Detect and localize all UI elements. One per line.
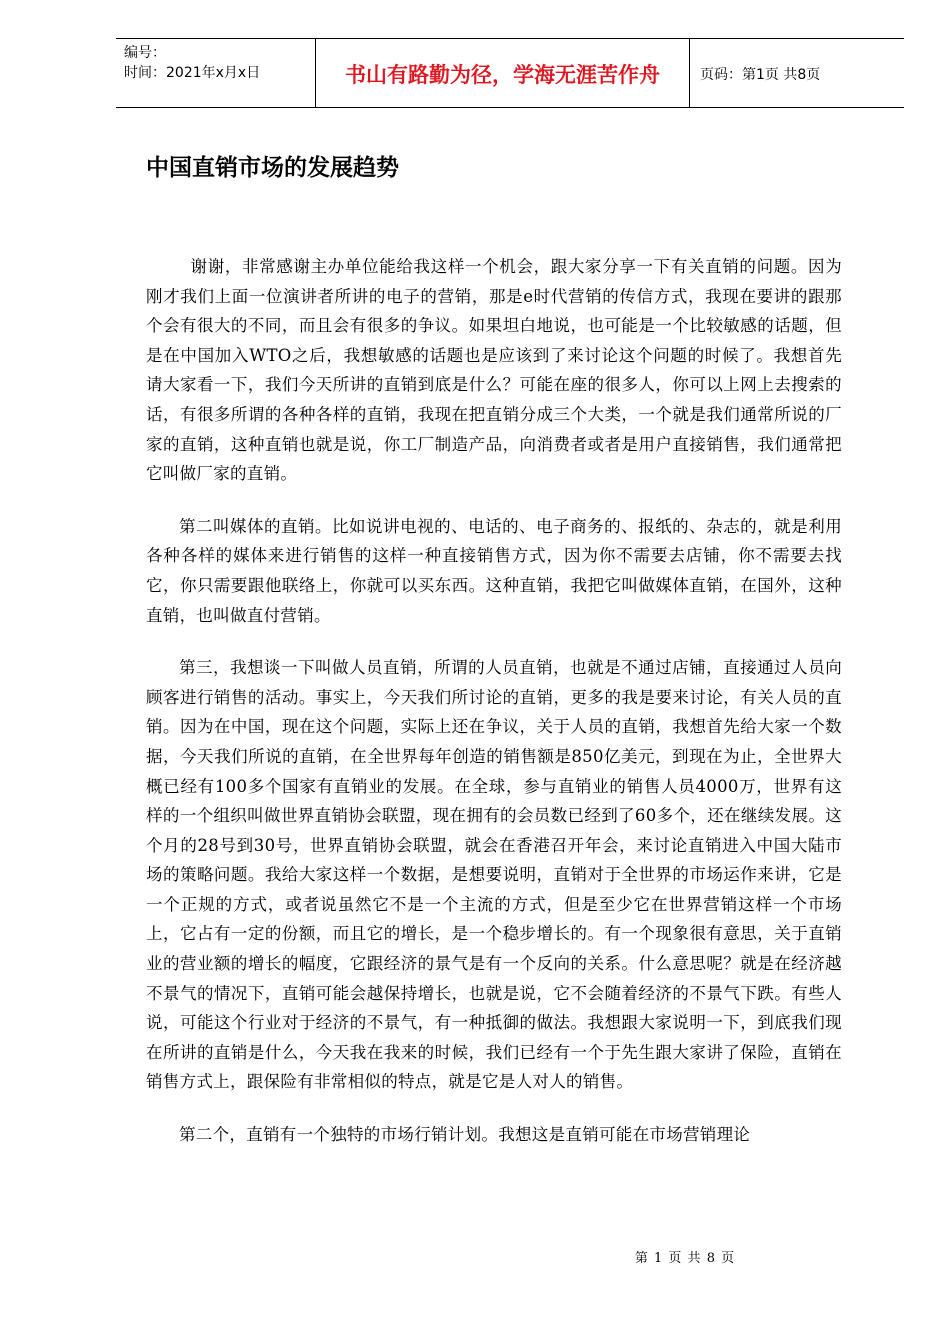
header-page-info: 页码：第1页 共8页 xyxy=(700,67,821,83)
paragraph-1: 谢谢，非常感谢主办单位能给我这样一个机会，跟大家分享一下有关直销的问题。因为刚才我们上面一位演讲者所讲的电子的营销，那是e时代营销的传信方式，我现在要讲的跟那个会有很大的不同，而且会有很多的争议。如果坦白地说，也可能是一个比较敏感的话题，但是在中国加入WTO之后，我想敏感的话题也是应该到了来讨论这个问题的时候了。我想首先请大家看一下，我们今天所讲的直销到底是什么？可能在座的很多人，你可以上网上去搜索的话，有很多所谓的各种各样的直销，我现在把直销分成三个大类，一个就是我们通常所说的厂家的直销，这种直销也就是说，你工厂制造产品，向消费者或者是用户直接销售，我们通常把它叫做厂家的直销。 xyxy=(146,257,842,484)
paragraph-3: 第三，我想谈一下叫做人员直销，所谓的人员直销，也就是不通过店铺，直接通过人员向顾客进行销售的活动。事实上，今天我们所讨论的直销，更多的我是要来讨论，有关人员的直销。因为在中国，现在这个问题，实际上还在争议，关于人员的直销，我想首先给大家一个数据，今天我们所说的直销，在全世界每年创造的销售额是850亿美元，到现在为止，全世界大概已经有100多个国家有直销业的发展。在全球，参与直销业的销售人员4000万，世界有这样的一个组织叫做世界直销协会联盟，现在拥有的会员数已经到了60多个，还在继续发展。这个月的28号到30号，世界直销协会联盟，就会在香港召开年会，来讨论直销进入中国大陆市场的策略问题。我给大家这样一个数据，是想要说明，直销对于全世界的市场运作来讲，它是一个正规的方式，或者说虽然它不是一个主流的方式，但是至少它在世界营销这样一个市场上，它占有一定的份额，而且它的增长，是一个稳步增长的。有一个现象很有意思，关于直销业的营业额的增长的幅度，它跟经济的景气是有一个反向的关系。什么意思呢？就是在经济越不景气的情况下，直销可能会越保持增长，也就是说，它不会随着经济的不景气下跌。有些人说，可能这个行业对于经济的不景气，有一种抵御的做法。我想跟大家说明一下，到底我们现在所讲的直销是什么，今天我在我来的时候，我们已经有一个于先生跟大家讲了保险，直销在销售方式上，跟保险有非常相似的特点，就是它是人对人的销售。 xyxy=(146,658,842,1092)
header-page-cell xyxy=(690,39,904,107)
document-number-label: 编号： xyxy=(124,45,166,61)
header-meta-cell xyxy=(116,39,316,107)
page-header xyxy=(116,38,904,108)
document-time-label: 时间：2021年x月x日 xyxy=(124,65,261,81)
page-footer xyxy=(0,1250,950,1268)
footer-page-number: 第 1 页 共 8 页 xyxy=(634,1251,736,1266)
document-title: 中国直销市场的发展趋势 xyxy=(146,155,399,181)
paragraph-4: 第二个，直销有一个独特的市场行销计划。我想这是直销可能在市场营销理论 xyxy=(179,1125,751,1145)
header-motto: 书山有路勤为径，学海无涯苦作舟 xyxy=(345,62,660,87)
header-motto-cell xyxy=(316,39,690,107)
document-body xyxy=(146,252,842,1173)
paragraph-2: 第二叫媒体的直销。比如说讲电视的、电话的、电子商务的、报纸的、杂志的，就是利用各种各样的媒体来进行销售的这样一种直接销售方式，因为你不需要去店铺，你不需要去找它，你只需要跟他联络上，你就可以买东西。这种直销，我把它叫做媒体直销，在国外，这种直销，也叫做直付营销。 xyxy=(146,516,842,625)
